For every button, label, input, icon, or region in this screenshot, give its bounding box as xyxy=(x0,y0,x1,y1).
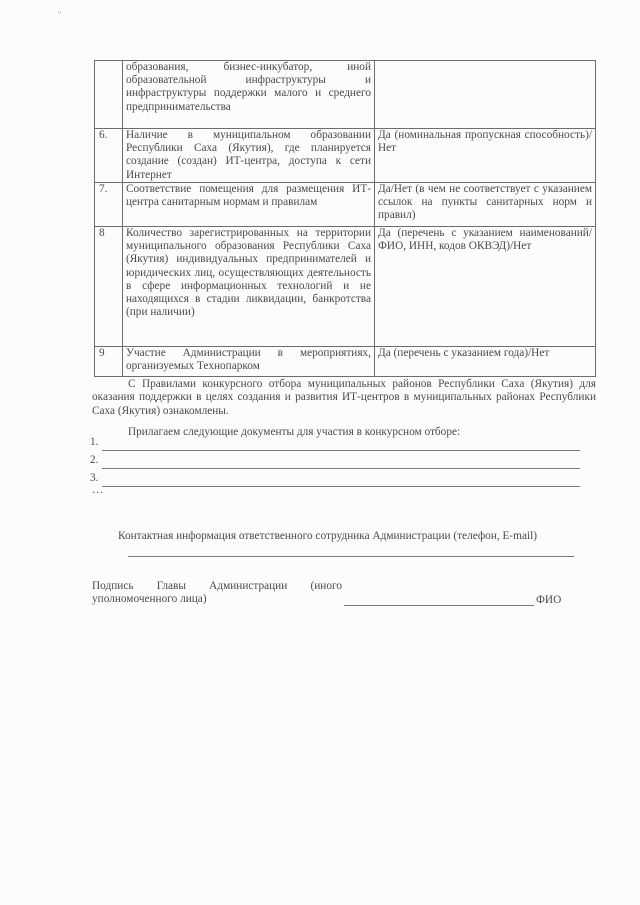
attachment-number: 2. xyxy=(90,454,99,466)
row-number xyxy=(95,61,123,129)
fio-label: ФИО xyxy=(536,594,562,606)
contact-label: Контактная информация ответственного сотрудника Администрации (телефон, E-mail) xyxy=(118,530,538,542)
contact-line xyxy=(128,556,574,557)
row-criterion: Наличие в муниципальном образовании Республики Саха (Якутия), где планируется создание (создан) ИТ-центра, доступа к сети Интернет xyxy=(123,129,375,183)
attachment-line xyxy=(102,486,580,487)
row-criterion: Количество зарегистрированных на территории муниципального образования Республики Саха (Якутия) индивидуальных предпринимателей и юридических лиц, осуществляющих деятельность в сфере информационных технологий и не находящихся в стадии ликвидации, банкротства (при наличии) xyxy=(123,227,375,347)
attachment-number: 1. xyxy=(90,436,99,448)
attachment-number: 3. xyxy=(90,472,99,484)
attachment-ellipsis: … xyxy=(92,484,104,496)
corner-mark: '' xyxy=(58,10,61,19)
table-row xyxy=(95,129,596,183)
attachments-intro: Прилагаем следующие документы для участия в конкурсном отборе: xyxy=(128,426,461,438)
row-number: 8 xyxy=(95,227,123,347)
row-number: 9 xyxy=(95,347,123,377)
row-number: 7. xyxy=(95,183,123,227)
signature-line xyxy=(344,605,534,606)
signature-label: Подпись Главы Администрации (иного уполномоченного лица) xyxy=(92,580,342,606)
row-answer xyxy=(375,61,596,129)
row-answer: Да (перечень с указанием года)/Нет xyxy=(375,347,596,377)
row-criterion: Соответствие помещения для размещения ИТ-центра санитарным нормам и правилам xyxy=(123,183,375,227)
table-row xyxy=(95,227,596,347)
attachment-line xyxy=(102,468,580,469)
table-row xyxy=(95,347,596,377)
acknowledgement-paragraph: С Правилами конкурсного отбора муниципальных районов Республики Саха (Якутия) для оказания поддержки в целях создания и развития ИТ-центров в муниципальных районах Республики Саха (Якутия) ознакомлены. xyxy=(92,378,596,417)
row-number: 6. xyxy=(95,129,123,183)
table-row xyxy=(95,61,596,129)
attachment-line xyxy=(102,450,580,451)
row-answer: Да (номинальная пропускная способность)/Нет xyxy=(375,129,596,183)
criteria-table xyxy=(94,60,596,377)
row-answer: Да/Нет (в чем не соответствует с указанием ссылок на пункты санитарных норм и правил) xyxy=(375,183,596,227)
row-criterion: образования, бизнес-инкубатор, иной образовательной инфраструктуры и инфраструктуры поддержки малого и среднего предпринимательства xyxy=(123,61,375,129)
row-criterion: Участие Администрации в мероприятиях, организуемых Технопарком xyxy=(123,347,375,377)
table-row xyxy=(95,183,596,227)
row-answer: Да (перечень с указанием наименований/ФИО, ИНН, кодов ОКВЭД)/Нет xyxy=(375,227,596,347)
